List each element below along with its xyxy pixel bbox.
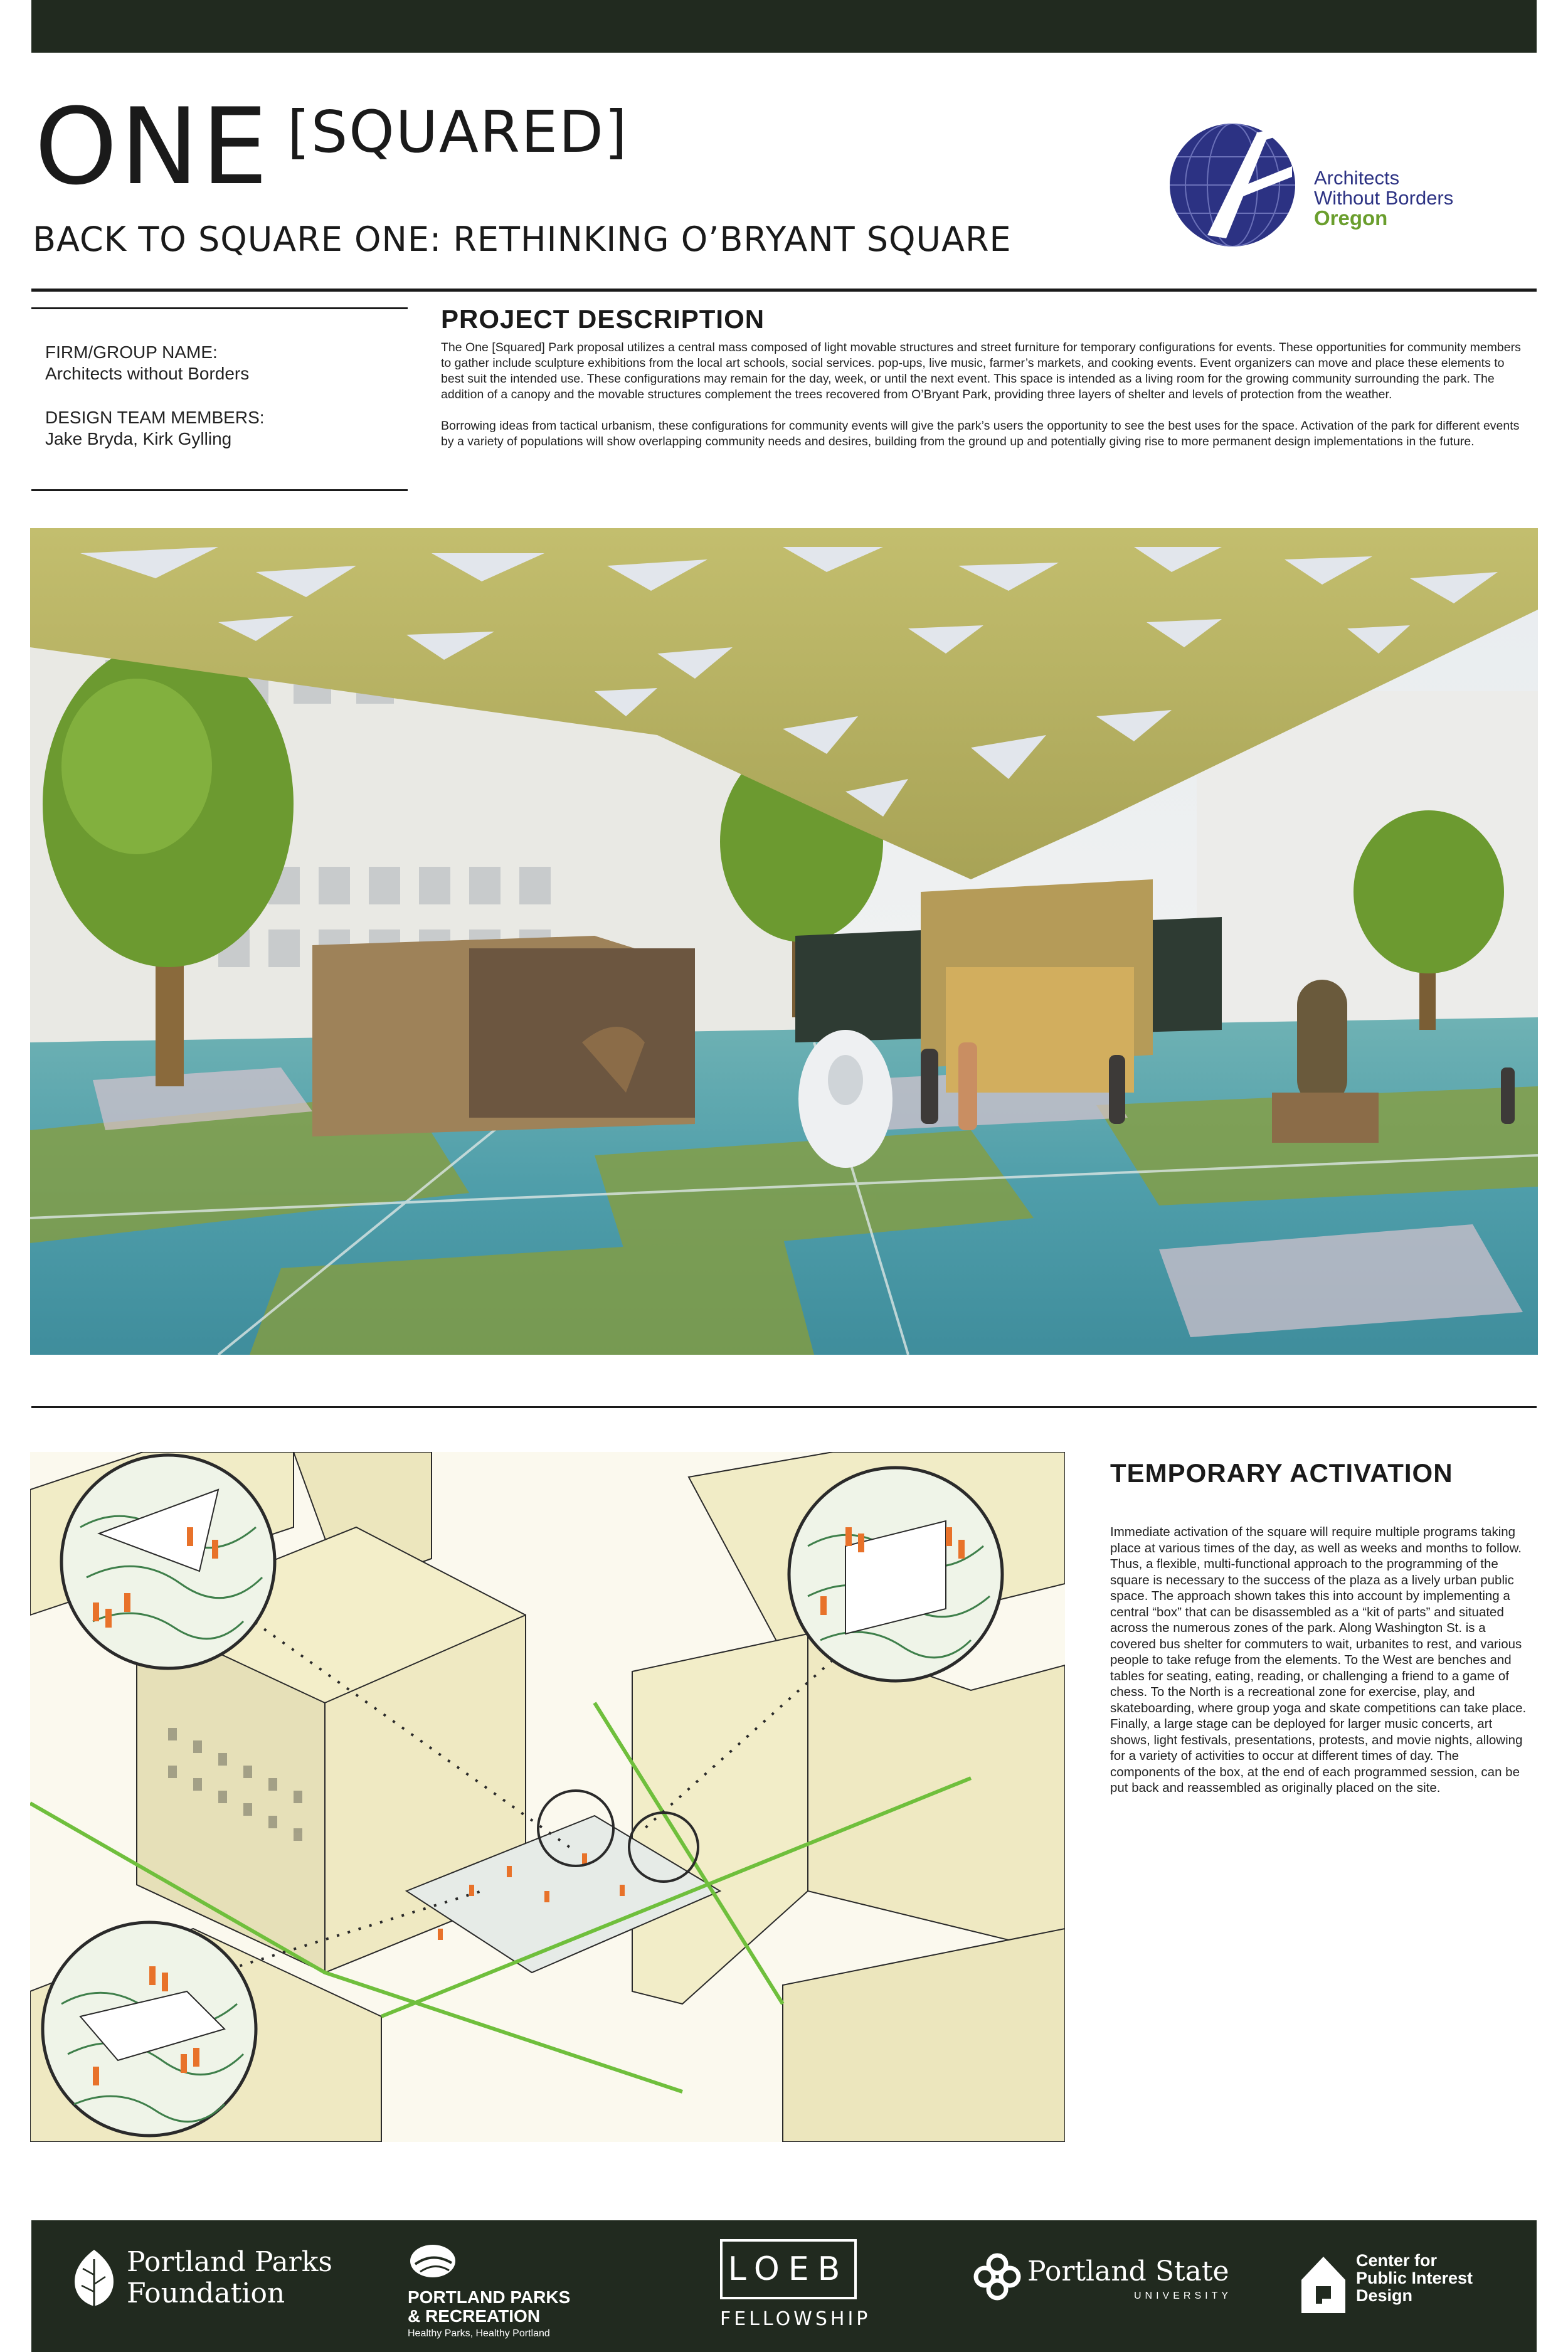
axonometric-diagram [30,1452,1065,2142]
sponsor-footer [31,2220,1537,2352]
plaza-rendering-image [30,528,1538,1355]
ppf-line2: Foundation [127,2277,285,2309]
psu-name: Portland State [1027,2255,1229,2287]
ppf-text [127,2247,332,2309]
poster-title: ONE [34,85,271,208]
team-top-rule [31,307,408,309]
ppr-tagline: Healthy Parks, Healthy Portland [408,2328,550,2339]
cpid-logo [1298,2251,1473,2318]
top-bar [31,0,1537,53]
plaza-rendering [30,528,1538,1355]
portland-state-logo [972,2252,1232,2305]
parks-leaf-icon [408,2239,470,2283]
psu-knot-icon [972,2252,1022,2302]
temporary-activation-heading: TEMPORARY ACTIVATION [1110,1458,1453,1488]
cpid-line2: Public Interest [1356,2269,1473,2287]
cpid-line3: Design [1356,2286,1413,2305]
members-value: Jake Bryda, Kirk Gylling [45,429,232,448]
leaf-icon [69,2247,119,2309]
header-divider [31,289,1537,292]
firm-label: FIRM/GROUP NAME: [45,342,218,362]
awb-line1: Architects [1314,167,1400,189]
cpid-text [1356,2252,1473,2304]
awb-logo-text [1314,168,1453,228]
ppr-text [408,2288,570,2326]
poster-subtitle: BACK TO SQUARE ONE: RETHINKING O’BRYANT SQUARE [33,220,1012,259]
temporary-activation-text: Immediate activation of the square will require multiple programs taking place at various times of the day, as well as weeks and months to follow. Thus, a flexible, multi-functional approach to the programming of the square is necessary to the success of the plaza as a lively urban public space. The approach shown takes this into account by implementing a central “box” that can be disassembled as a “kit of parts” and situated across the numerous zones of the park. Along Washington St. is a covered bus shelter for commuters to wait, urbanites to rest, and various people to take refuge from the elements. To the West are benches and tables for seating, eating, reading, or challenging a friend to a game of chess. To the North is a recreational zone for exercise, play, and skateboarding, where group yoga and skate competitions can take place. Finally, a large stage can be deployed for larger music concerts, art shows, light festivals, presentations, protests, and movie nights, allowing for a variety of activities to occur at different times of day. The components of the box, at the end of each programmed session, can be put back and reassembled as originally placed on the site. [1110,1525,1527,1795]
project-description-p1: The One [Squared] Park proposal utilizes a central mass composed of light movable structures and street furniture for temporary configurations for events. These opportunities for community members to gather include sculpture exhibitions from the local art schools, social services. pop-ups, live music, farmer’s markets, and cooking events. Event organizers can move and place these elements to best suit the intended use. These configurations may remain for the day, week, or until the next event. This space is intended as a living room for the growing community surrounding the park. The addition of a canopy and the movable structures complement the trees recovered from O’Bryant Park, providing three layers of shelter and levels of protection from the weather. [441,341,1521,401]
members-label: DESIGN TEAM MEMBERS: [45,408,265,427]
firm-value: Architects without Borders [45,364,250,383]
section-divider [31,1406,1537,1408]
cpid-line1: Center for [1356,2251,1438,2270]
axonometric-diagram-image [30,1452,1065,2142]
awb-line3: Oregon [1314,206,1388,230]
ppr-line2: & RECREATION [408,2306,541,2326]
ppr-line1: PORTLAND PARKS [408,2287,571,2307]
psu-sub: UNIVERSITY [1134,2291,1232,2301]
loeb-sub: FELLOWSHIP [720,2308,871,2330]
cpid-house-icon [1298,2252,1348,2314]
team-bottom-rule [31,489,408,491]
team-info [45,342,265,472]
project-description-text [441,340,1530,465]
project-description-p2: Borrowing ideas from tactical urbanism, these configurations for community events will give the park’s users the opportunity to see the best uses for the space. Activation of the park for different events by a variety of populations will show overlapping community needs and desires, building from the ground up and potentially giving rise to more permanent design implementations in the future. [441,419,1520,448]
loeb-box: LOEB [720,2239,857,2299]
portland-parks-foundation-logo [69,2246,332,2312]
poster-title-bracket: [SQUARED] [287,98,628,166]
globe-icon [1163,119,1308,251]
project-description-heading: PROJECT DESCRIPTION [441,304,765,334]
awb-line2: Without Borders [1314,187,1454,209]
ppf-line1: Portland Parks [127,2246,332,2278]
